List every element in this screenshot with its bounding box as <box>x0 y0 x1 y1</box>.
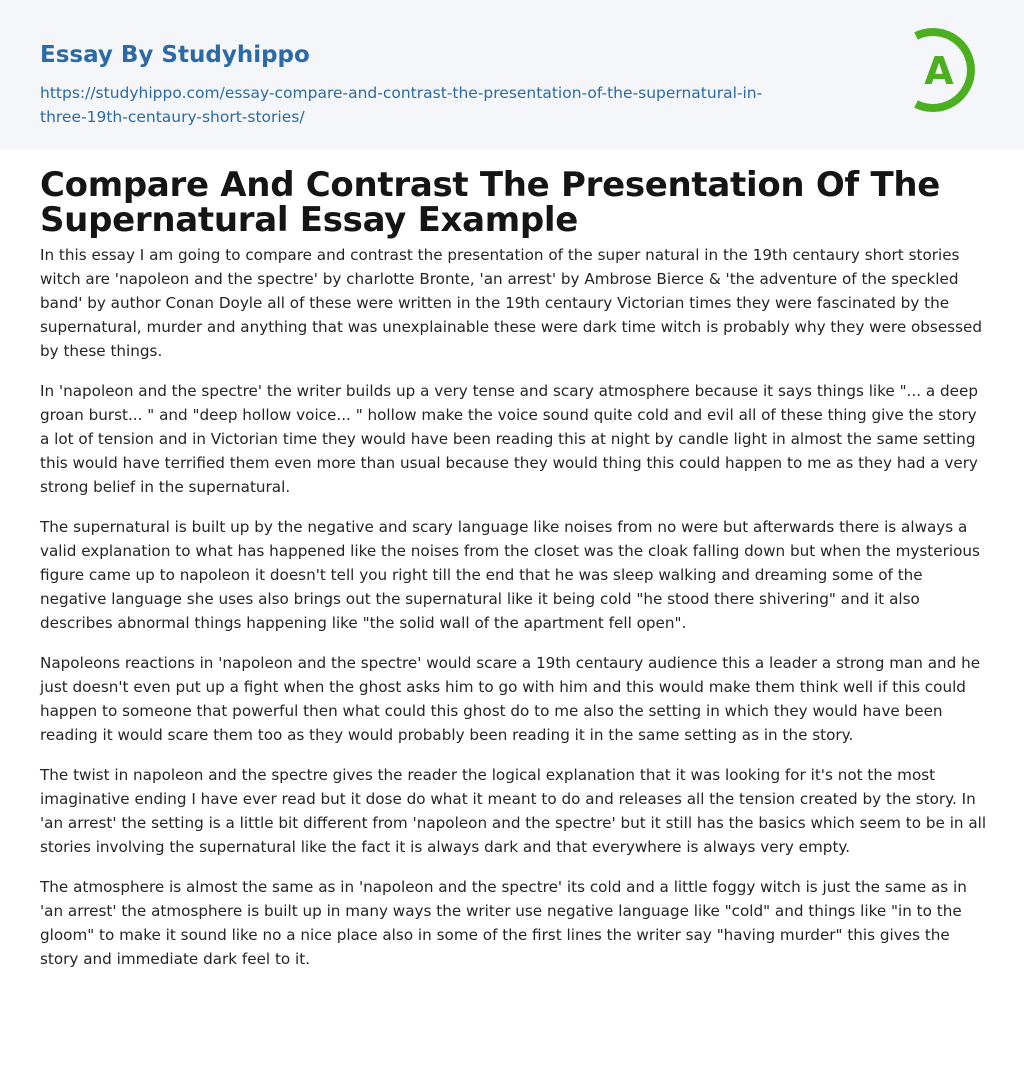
paragraph: In 'napoleon and the spectre' the writer builds up a very tense and scary atmosphere because it says things like "... a deep groan burst... " and "deep hollow voice... " hollow make the voice sound quite cold and evil all of these thing give the story a lot of tension and in Victorian time they would have been reading this at night by candle light in almost the same setting this would have terrified them even more than usual because they would thing this could happen to me as they had a very strong belief in the supernatural. <box>40 382 978 496</box>
article-body <box>40 243 988 971</box>
brand-title[interactable]: Essay By Studyhippo <box>40 42 310 68</box>
site-header <box>0 0 1024 150</box>
studyhippo-logo-icon[interactable] <box>908 28 988 116</box>
article <box>40 165 988 987</box>
paragraph: In this essay I am going to compare and contrast the presentation of the super natural in the 19th centaury short stories witch are 'napoleon and the spectre' by charlotte Bronte, 'an arrest' by Ambrose Bierce & 'the adventure of the speckled band' by author Conan Doyle all of these were written in the 19th centaury Victorian times they were fascinated by the supernatural, murder and anything that was unexplainable these were dark time witch is probably why they were obsessed by these things. <box>40 246 982 360</box>
logo-letter: A <box>924 49 954 93</box>
paragraph: The atmosphere is almost the same as in 'napoleon and the spectre' its cold and a little foggy witch is just the same as in 'an arrest' the atmosphere is built up in many ways the writer use negative language like "cold" and things like "in to the gloom" to make it sound like no a nice place also in some of the first lines the writer say "having murder" this gives the story and immediate dark feel to it. <box>40 878 967 968</box>
paragraph: Napoleons reactions in 'napoleon and the spectre' would scare a 19th centaury audience this a leader a strong man and he just doesn't even put up a fight when the ghost asks him to go with him and this would make them think well if this could happen to someone that powerful then what could this ghost do to me also the setting in which they would have been reading it would scare them too as they would probably been reading it in the same setting as in the story. <box>40 654 981 744</box>
source-url-link[interactable] <box>40 81 840 129</box>
source-url-line-1: https://studyhippo.com/essay-compare-and-contrast-the-presentation-of-the-supernatural-in- <box>40 84 763 102</box>
source-url-line-2: three-19th-centaury-short-stories/ <box>40 108 305 126</box>
article-title: Compare And Contrast The Presentation Of The Supernatural Essay Example <box>40 165 941 240</box>
paragraph: The twist in napoleon and the spectre gives the reader the logical explanation that it was looking for it's not the most imaginative ending I have ever read but it dose do what it meant to do and releases all the tension created by the story. In 'an arrest' the setting is a little bit different from 'napoleon and the spectre' but it still has the basics which seem to be in all stories involving the supernatural like the fact it is always dark and that everywhere is always very empty. <box>40 766 987 856</box>
paragraph: The supernatural is built up by the negative and scary language like noises from no were but afterwards there is always a valid explanation to what has happened like the noises from the closet was the cloak falling down but when the mysterious figure came up to napoleon it doesn't tell you right till the end that he was sleep walking and dreaming some of the negative language she uses also brings out the supernatural like it being cold "he stood there shivering" and it also describes abnormal things happening like "the solid wall of the apartment fell open". <box>40 518 980 632</box>
